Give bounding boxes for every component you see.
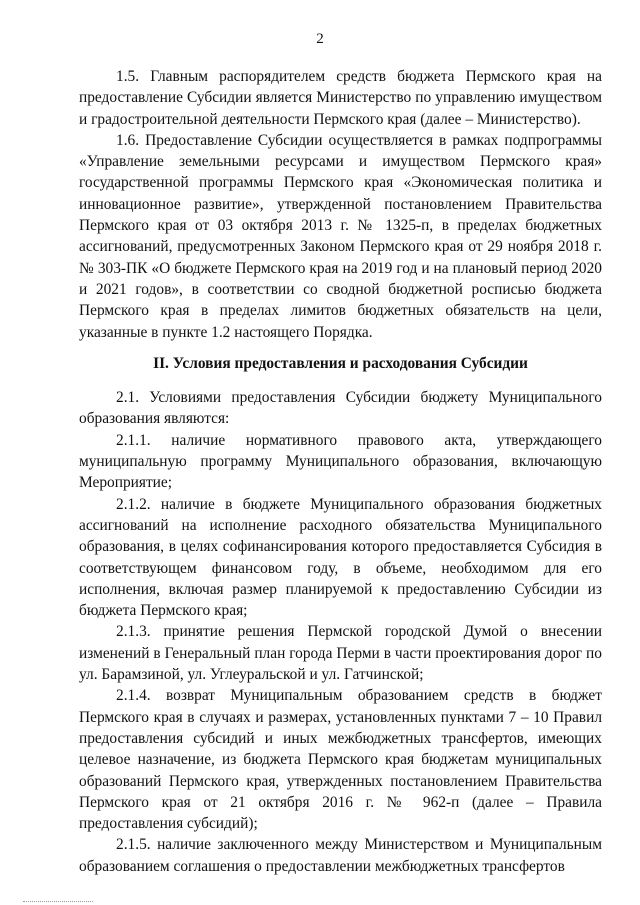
paragraph-2-1-2: 2.1.2. наличие в бюджете Муниципального образования бюджетных ассигнований на исполнение расходного обязательства Муниципального образования, в целях софинансирования которого предоставляется Субсидия в соответствующем финансовом году, в объеме, необходимом для его исполнения, включая размер планируемой к предоставлению Субсидии из бюджета Пермского края; bbox=[79, 495, 602, 620]
paragraph-2-1-4: 2.1.4. возврат Муниципальным образованием средств в бюджет Пермского края в случаях и размерах, установленных пунктами 7 – 10 Правил предоставления субсидий и иных межбюджетных трансфертов, имеющих целевое назначение, из бюджета Пермского края бюджетам муниципальных образований Пермского края, утвержденных постановлением Правительства Пермского края от 21 октября 2016 г. № 962-п (далее – Правила предоставления субсидий); bbox=[79, 687, 602, 833]
paragraph-1-5: 1.5. Главным распорядителем средств бюджета Пермского края на предоставление Субсидии является Министерство по управлению имуществом и градостроительной деятельности Пермского края (далее – Министерство). bbox=[79, 68, 602, 128]
page-number: 2 bbox=[316, 31, 324, 47]
document-body bbox=[79, 66, 602, 877]
paragraph-2-1: 2.1. Условиями предоставления Субсидии бюджету Муниципального образования являются: bbox=[79, 389, 602, 428]
paragraph-2-1-3: 2.1.3. принятие решения Пермской городской Думой о внесении изменений в Генеральный план города Перми в части проектирования дорог по ул. Барамзиной, ул. Углеуральской и ул. Гатчинской; bbox=[79, 623, 602, 684]
footer-dotted-rule bbox=[23, 901, 93, 903]
paragraph-1-6: 1.6. Предоставление Субсидии осуществляется в рамках подпрограммы «Управление земельными ресурсами и имуществом Пермского края» государственной программы Пермского края «Экономическая политика и инновационное развитие», утвержденной постановлением Правительства Пермского края от 03 октября 2013 г. № 1325-п, в пределах бюджетных ассигнований, предусмотренных Законом Пермского края от 29 ноября 2018 г. № 303-ПК «О бюджете Пермского края на 2019 год и на плановый период 2020 и 2021 годов», в соответствии со сводной бюджетной росписью бюджета Пермского края в пределах лимитов бюджетных обязательств на цели, указанные в пункте 1.2 настоящего Порядка. bbox=[79, 131, 602, 341]
paragraph-2-1-1: 2.1.1. наличие нормативного правового акта, утверждающего муниципальную программу Муниципального образования, включающую Мероприятие; bbox=[79, 431, 602, 492]
paragraph-2-1-5: 2.1.5. наличие заключенного между Министерством и Муниципальным образованием соглашения о предоставлении межбюджетных трансфертов bbox=[79, 836, 602, 875]
section-heading-ii: II. Условия предоставления и расходования Субсидии bbox=[153, 354, 528, 372]
